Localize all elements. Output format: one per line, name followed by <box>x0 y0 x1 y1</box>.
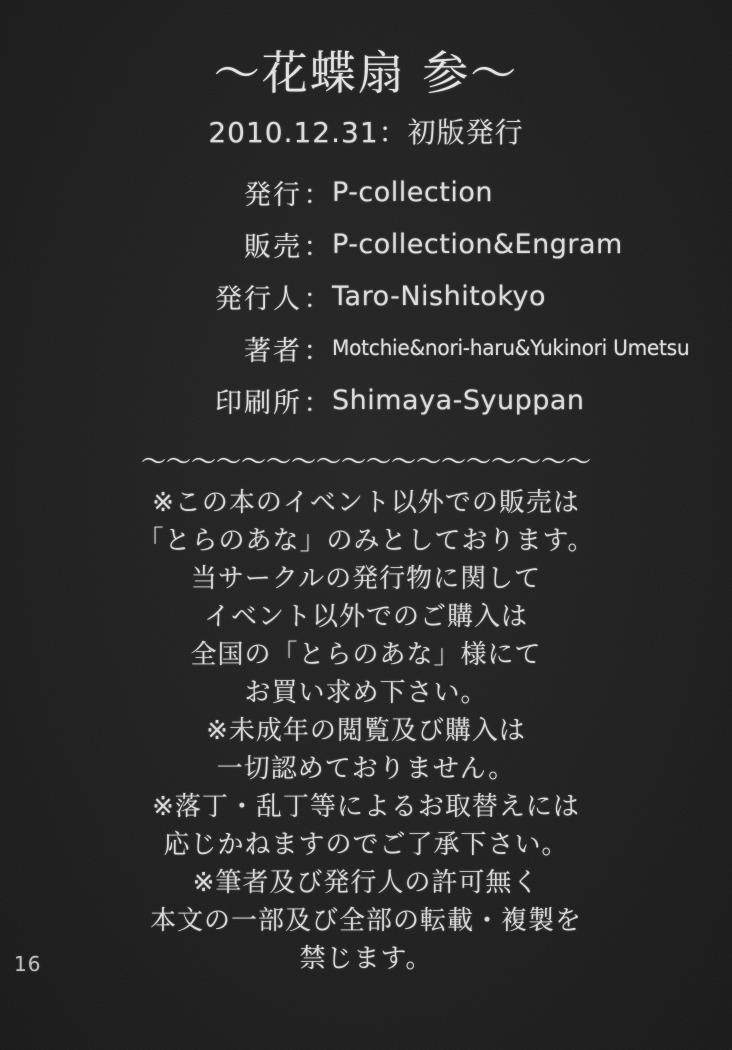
notice-line: 当サークルの発行物に関して <box>190 564 542 594</box>
colophon-content <box>0 46 732 978</box>
publication-row-printer <box>66 374 706 426</box>
notice-line: 応じかねますのでご了承下さい。 <box>163 830 569 860</box>
notice-line: 「とらのあな」のみとしております。 <box>137 526 595 556</box>
tilde-divider: 〜〜〜〜〜〜〜〜〜〜〜〜〜〜〜〜〜〜 <box>140 447 591 476</box>
publication-row-seller <box>66 218 706 270</box>
book-title: 〜花蝶扇 参〜 <box>213 46 519 100</box>
authors-separator: ： <box>303 335 331 367</box>
publisher-separator: ： <box>303 179 331 211</box>
seller-separator: ： <box>303 231 331 263</box>
notice-line: ※この本のイベント以外での販売は <box>152 488 580 518</box>
notice-line: 一切認めておりません。 <box>216 754 516 784</box>
edition-date: 2010.12.31：初版発行 <box>208 116 524 149</box>
notice-line: 全国の「とらのあな」様にて <box>190 640 542 670</box>
notice-line: お買い求め下さい。 <box>244 678 488 708</box>
publication-row-issuer <box>66 270 706 322</box>
printer-value: Shimaya-Syuppan <box>332 384 585 416</box>
publisher-label: 発行 <box>244 179 302 211</box>
publication-row-publisher <box>66 166 706 218</box>
publication-row-authors <box>66 322 706 374</box>
authors-value: Motchie&nori-haru&Yukinori Umetsu <box>332 336 690 360</box>
publisher-value: P-collection <box>332 176 493 208</box>
notice-line: 禁じます。 <box>299 944 433 974</box>
seller-value: P-collection&Engram <box>332 228 623 260</box>
notice-line: 本文の一部及び全部の転載・複製を <box>149 906 582 936</box>
printer-label: 印刷所 <box>215 387 302 419</box>
notice-block <box>0 484 732 978</box>
notice-line: ※未成年の閲覧及び購入は <box>206 716 526 746</box>
page-number: 16 <box>14 952 42 976</box>
seller-label: 販売 <box>244 231 302 263</box>
notice-line: ※落丁・乱丁等によるお取替えには <box>152 792 580 822</box>
notice-line: イベント以外でのご購入は <box>203 602 528 632</box>
printer-separator: ： <box>303 387 331 419</box>
issuer-value: Taro-Nishitokyo <box>332 280 546 312</box>
publication-info <box>66 166 706 426</box>
authors-label: 著者 <box>244 335 302 367</box>
issuer-separator: ： <box>303 283 331 315</box>
notice-line: ※筆者及び発行人の許可無く <box>192 868 540 898</box>
issuer-label: 発行人 <box>215 283 302 315</box>
